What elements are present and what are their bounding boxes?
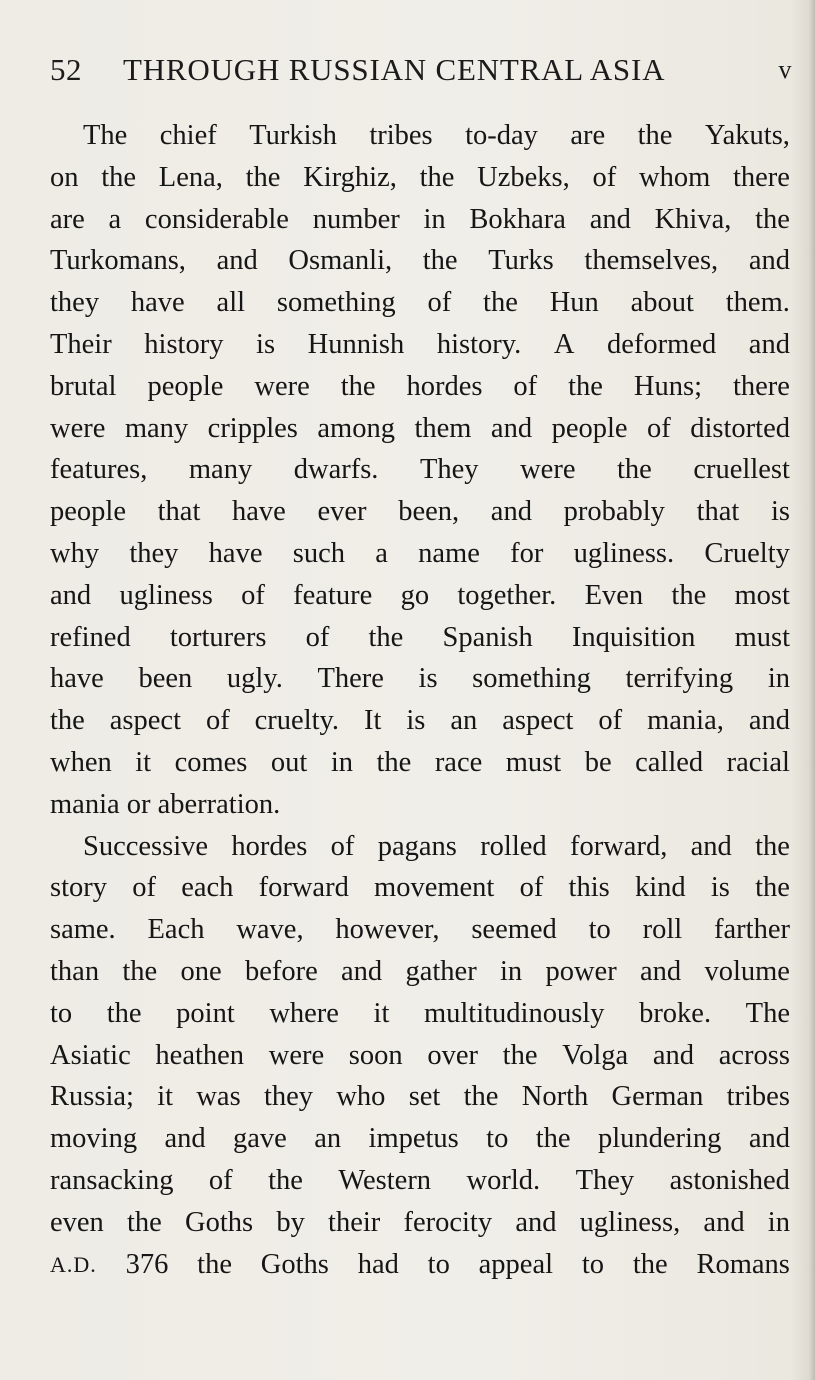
word: however, <box>335 914 440 946</box>
word: it <box>157 1081 174 1113</box>
word: race <box>434 746 483 778</box>
word: multitudinously <box>423 997 605 1029</box>
word: distorted <box>690 412 790 444</box>
word: something <box>472 663 591 695</box>
word: across <box>718 1039 790 1071</box>
word: Turks <box>488 245 554 277</box>
text-line <box>50 826 790 868</box>
word: Inquisition <box>571 621 696 653</box>
word: and <box>515 1206 557 1238</box>
word: this <box>568 872 610 904</box>
word: cruelty. <box>254 705 340 737</box>
page-edge-shadow <box>809 0 815 1380</box>
word: in <box>423 203 446 235</box>
word: ugly. <box>226 663 283 695</box>
word: go <box>400 579 430 611</box>
word: Volga <box>562 1039 629 1071</box>
page-number: 52 <box>50 52 82 87</box>
word: and <box>748 328 790 360</box>
text-line <box>50 199 790 241</box>
word: farther <box>714 914 790 946</box>
word: there <box>732 370 790 402</box>
word: features, <box>50 454 148 486</box>
word: each <box>181 872 234 904</box>
word: is <box>770 496 790 528</box>
word: by <box>276 1206 305 1238</box>
word: of <box>208 1164 233 1196</box>
word: gather <box>405 955 477 987</box>
text-line: mania or aberration. <box>50 788 281 820</box>
text-line <box>50 575 790 617</box>
word: point <box>176 997 235 1029</box>
word: The <box>745 997 790 1029</box>
word: were <box>268 1039 325 1071</box>
text-line <box>50 1160 790 1202</box>
word: seemed <box>471 914 557 946</box>
word: the <box>483 287 518 319</box>
word: been, <box>398 496 460 528</box>
word: most <box>734 579 790 611</box>
word: their <box>328 1206 381 1238</box>
word: and <box>164 1123 206 1155</box>
word: the <box>755 830 790 862</box>
word: out <box>270 746 308 778</box>
text-line <box>50 700 790 742</box>
word: and <box>341 955 383 987</box>
word: is <box>406 705 426 737</box>
page-header <box>50 48 792 92</box>
word: is <box>256 328 276 360</box>
word: Romans <box>696 1248 790 1280</box>
chapter-number: v <box>778 55 792 84</box>
word: why <box>50 537 100 569</box>
word: dwarfs. <box>293 454 379 486</box>
text-line <box>50 993 790 1035</box>
word: the <box>197 1248 232 1280</box>
word: and <box>703 1206 745 1238</box>
word: people <box>147 370 224 402</box>
word: the <box>368 621 404 653</box>
word: and <box>690 830 732 862</box>
word: hordes <box>406 370 483 402</box>
text-line <box>50 658 790 700</box>
word: before <box>244 955 318 987</box>
word: where <box>269 997 339 1029</box>
word: in <box>330 746 353 778</box>
word: have <box>50 663 104 695</box>
word: forward, <box>569 830 668 862</box>
word: them <box>414 412 472 444</box>
word: deformed <box>607 328 717 360</box>
word: set <box>408 1081 441 1113</box>
word: is <box>710 872 730 904</box>
word: ferocity <box>403 1206 493 1238</box>
text-line <box>50 909 790 951</box>
word: refined <box>50 621 131 653</box>
word: Osmanli, <box>288 245 393 277</box>
word: and <box>216 245 258 277</box>
word: the <box>268 1164 303 1196</box>
word: tribes <box>726 1081 790 1113</box>
word: Hun <box>549 287 599 319</box>
word: Uzbeks, <box>477 161 570 193</box>
word: have <box>208 537 263 569</box>
running-head: THROUGH RUSSIAN CENTRAL ASIA <box>123 52 666 87</box>
text-line <box>50 449 790 491</box>
word: movement <box>374 872 495 904</box>
word: impetus <box>368 1123 459 1155</box>
word: same. <box>50 914 116 946</box>
word: are <box>50 203 85 235</box>
word: are <box>570 120 606 151</box>
word: torturers <box>169 621 267 653</box>
word: the <box>502 1039 538 1071</box>
word: ugliness. <box>573 537 675 569</box>
era-abbreviation: A.D. <box>50 1251 97 1277</box>
word: They <box>419 454 479 486</box>
word: were <box>254 370 310 402</box>
word: to <box>427 1248 450 1280</box>
word: the <box>755 203 790 235</box>
text-line <box>50 324 790 366</box>
word: forward <box>258 872 349 904</box>
word: the <box>632 1248 668 1280</box>
word: among <box>317 412 395 444</box>
text-line <box>50 1035 790 1077</box>
word: together. <box>457 579 557 611</box>
word: rolled <box>480 830 547 862</box>
word: Cruelty <box>704 537 790 569</box>
word: mania, <box>647 705 724 737</box>
word: in <box>767 1206 790 1238</box>
word: of <box>241 579 265 611</box>
word: soon <box>348 1039 403 1071</box>
word: German <box>611 1081 704 1113</box>
word: whom <box>638 161 711 193</box>
word: chief <box>159 120 217 151</box>
word: and <box>652 1039 694 1071</box>
word: probably <box>563 496 665 528</box>
word: appeal <box>478 1248 554 1280</box>
word: of <box>132 872 156 904</box>
word: Turkish <box>249 120 337 151</box>
word: story <box>50 872 107 904</box>
word: 376 <box>125 1248 169 1280</box>
word: been <box>138 663 193 695</box>
text-line <box>50 533 790 575</box>
word: the <box>245 161 281 193</box>
word: a <box>375 537 388 569</box>
word: heathen <box>155 1039 245 1071</box>
word: is <box>418 663 438 695</box>
word: an <box>314 1123 342 1155</box>
text-line <box>50 1202 790 1244</box>
word: it <box>135 746 152 778</box>
word: to <box>486 1123 509 1155</box>
word: of <box>427 287 452 319</box>
word: feature <box>293 579 373 611</box>
text-line-final <box>50 1244 790 1286</box>
word: they <box>129 537 179 569</box>
word: racial <box>726 746 790 778</box>
word: in <box>500 955 523 987</box>
word: that <box>696 496 740 528</box>
word: the <box>122 955 158 987</box>
word: of <box>513 370 538 402</box>
word: such <box>292 537 345 569</box>
word: the <box>463 1081 499 1113</box>
word: themselves, <box>584 245 719 277</box>
word: was <box>196 1081 241 1113</box>
word: Yakuts, <box>704 120 790 151</box>
word: Hunnish <box>307 328 405 360</box>
text-line <box>50 115 790 157</box>
word: hordes <box>231 830 308 862</box>
word: the <box>340 370 376 402</box>
word: Turkomans, <box>50 245 186 277</box>
word: who <box>336 1081 386 1113</box>
word: broke. <box>639 997 712 1029</box>
word: Huns; <box>633 370 702 402</box>
word: the <box>671 579 707 611</box>
word: tribes <box>369 120 433 151</box>
word: and <box>748 1123 790 1155</box>
word: comes <box>174 746 248 778</box>
word: Their <box>50 328 112 360</box>
word: many <box>188 454 253 486</box>
word: must <box>505 746 562 778</box>
text-line <box>50 157 790 199</box>
word: and <box>490 496 532 528</box>
word: of <box>647 412 671 444</box>
word: had <box>357 1248 399 1280</box>
word: wave, <box>236 914 304 946</box>
word: were <box>50 412 106 444</box>
word: even <box>50 1206 104 1238</box>
text-line <box>50 951 790 993</box>
word: Each <box>147 914 205 946</box>
word: and <box>748 705 790 737</box>
word: the <box>617 454 652 486</box>
word: it <box>373 997 390 1029</box>
word: of <box>519 872 544 904</box>
text-line <box>50 617 790 659</box>
word: ugliness, <box>579 1206 681 1238</box>
word: astonished <box>669 1164 790 1196</box>
word: They <box>575 1164 635 1196</box>
word: Goths <box>185 1206 254 1238</box>
word: terrifying <box>625 663 734 695</box>
text-line <box>50 366 790 408</box>
word: the <box>755 872 790 904</box>
word: aspect <box>109 705 181 737</box>
word: the <box>106 997 142 1029</box>
word: Goths <box>260 1248 329 1280</box>
text-line <box>50 240 790 282</box>
word: the <box>535 1123 571 1155</box>
word: the <box>50 705 85 737</box>
word: history <box>144 328 224 360</box>
body-text <box>50 115 790 1285</box>
word: of <box>305 621 330 653</box>
word: people <box>50 496 126 528</box>
word: gave <box>233 1123 287 1155</box>
word: plundering <box>597 1123 722 1155</box>
word: It <box>364 705 382 737</box>
word: to <box>588 914 611 946</box>
word: there <box>732 161 790 193</box>
word: Bokhara <box>469 203 566 235</box>
word: number <box>312 203 400 235</box>
text-line <box>50 1076 790 1118</box>
word: of <box>592 161 617 193</box>
text-line <box>50 867 790 909</box>
word: aspect <box>502 705 574 737</box>
word: kind <box>634 872 686 904</box>
word: that <box>157 496 201 528</box>
word: There <box>317 663 384 695</box>
word: Khiva, <box>654 203 732 235</box>
word: all <box>216 287 246 319</box>
word: one <box>180 955 222 987</box>
word: Asiatic <box>50 1039 131 1071</box>
word: on <box>50 161 79 193</box>
word: the <box>376 746 412 778</box>
word: must <box>734 621 790 653</box>
word: they <box>50 287 100 319</box>
word: name <box>418 537 480 569</box>
word: to-day <box>465 120 538 151</box>
word: Spanish <box>442 621 533 653</box>
text-line <box>50 408 790 450</box>
word: and <box>748 245 790 277</box>
word: cripples <box>207 412 298 444</box>
text-line <box>50 742 790 784</box>
word: The <box>83 120 128 151</box>
word: than <box>50 955 100 987</box>
word: over <box>427 1039 478 1071</box>
word: brutal <box>50 370 117 402</box>
word: an <box>450 705 478 737</box>
word: the <box>127 1206 162 1238</box>
word: of <box>598 705 623 737</box>
word: something <box>276 287 396 319</box>
word: Successive <box>83 830 209 862</box>
word: have <box>130 287 185 319</box>
word: were <box>520 454 576 486</box>
word: of <box>330 830 355 862</box>
word: have <box>232 496 286 528</box>
word: and <box>640 955 682 987</box>
word: the <box>568 370 603 402</box>
word: they <box>263 1081 314 1113</box>
word: to <box>50 997 73 1029</box>
word: the <box>101 161 137 193</box>
word: ever <box>317 496 367 528</box>
word: the <box>419 161 455 193</box>
paragraph <box>50 115 790 826</box>
word: considerable <box>144 203 289 235</box>
word: roll <box>642 914 683 946</box>
paragraph <box>50 826 790 1286</box>
word: ugliness <box>119 579 213 611</box>
word: Russia; <box>50 1081 134 1113</box>
word: the <box>422 245 458 277</box>
word: pagans <box>377 830 457 862</box>
word: the <box>637 120 673 151</box>
word: ransacking <box>50 1164 174 1196</box>
word: when <box>50 746 112 778</box>
word: a <box>108 203 122 235</box>
word: people <box>551 412 628 444</box>
word: cruellest <box>693 454 790 486</box>
word: of <box>205 705 230 737</box>
text-line <box>50 282 790 324</box>
word: Lena, <box>158 161 223 193</box>
text-line <box>50 491 790 533</box>
word: and <box>490 412 533 444</box>
word: volume <box>704 955 790 987</box>
word: A <box>553 328 575 360</box>
word: called <box>635 746 704 778</box>
word: for <box>510 537 544 569</box>
word: many <box>124 412 189 444</box>
word: about <box>630 287 694 319</box>
word: be <box>584 746 612 778</box>
word: Kirghiz, <box>303 161 397 193</box>
word: history. <box>436 328 522 360</box>
word: North <box>521 1081 589 1113</box>
word: power <box>545 955 617 987</box>
word: in <box>767 663 790 695</box>
word: to <box>581 1248 605 1280</box>
word: and <box>50 579 92 611</box>
word: and <box>589 203 631 235</box>
word: moving <box>50 1123 138 1155</box>
text-line <box>50 1118 790 1160</box>
word: them. <box>725 287 790 319</box>
word: world. <box>466 1164 541 1196</box>
word: Western <box>338 1164 432 1196</box>
word: Even <box>584 579 644 611</box>
